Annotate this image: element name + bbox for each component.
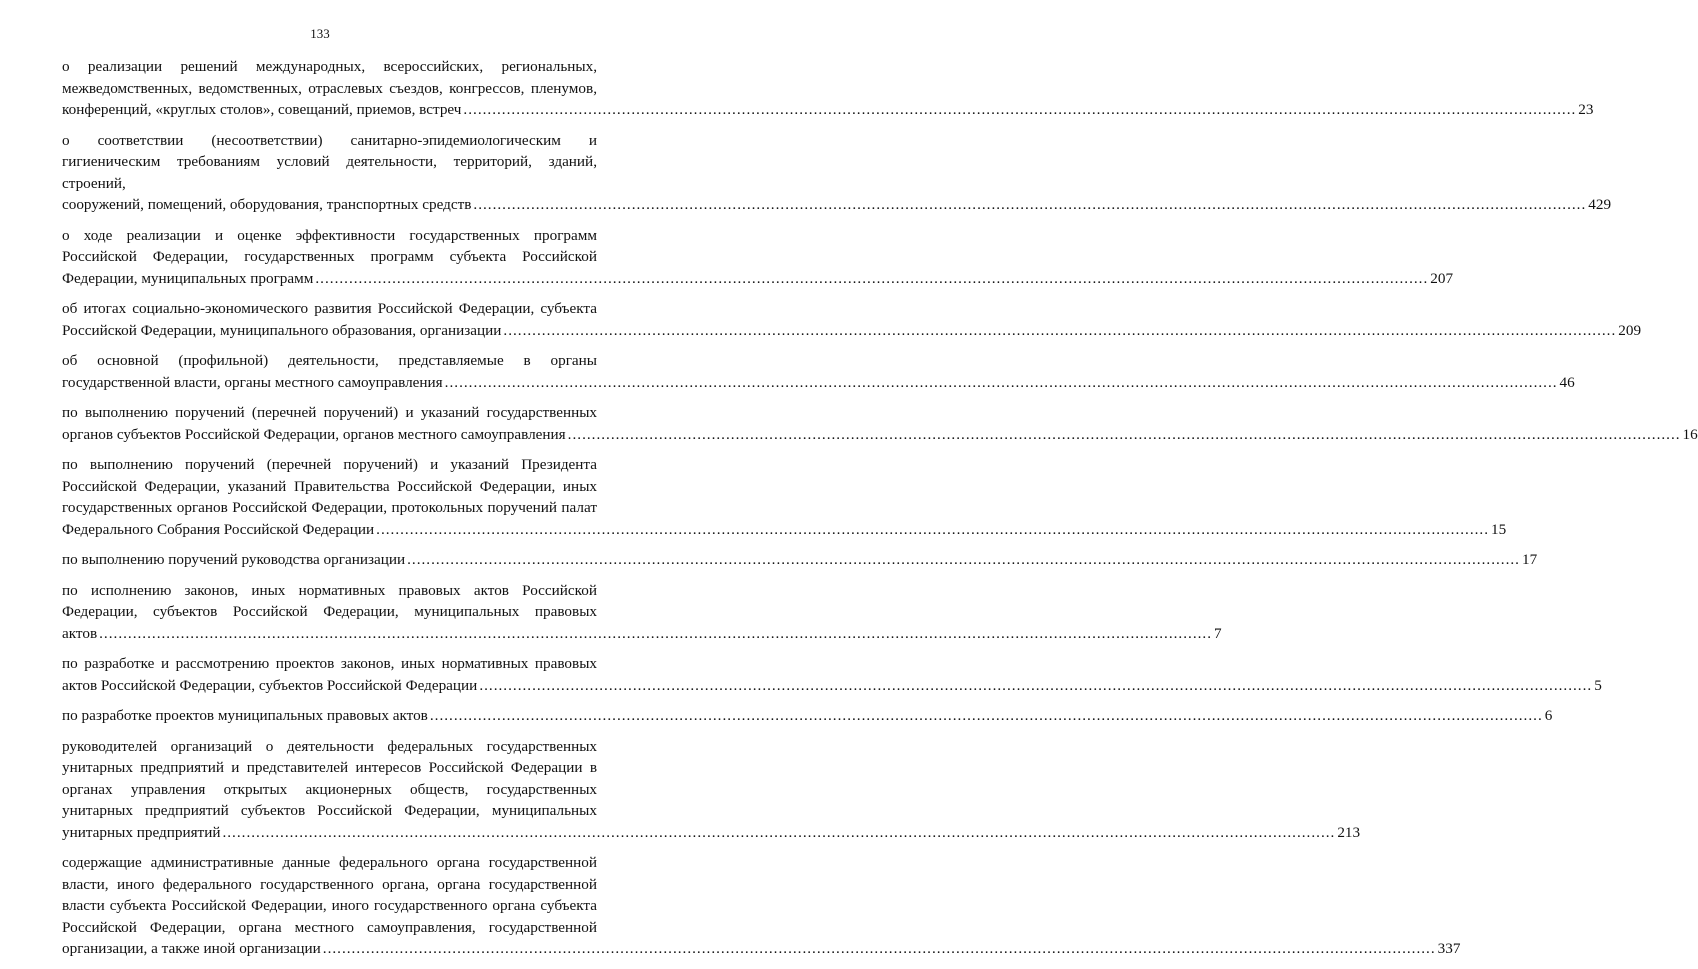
entry-page-number: 429 <box>1588 196 1612 213</box>
dot-leader <box>376 519 1489 541</box>
entry-last-line <box>62 268 1454 290</box>
entry-last-line <box>62 549 1538 571</box>
entry-page-number: 15 <box>1491 520 1507 538</box>
entry-text: о реализации решений международных, всероссийских, региональных, межведомственных, ведомственных, отраслевых съездов, конгрессов, пленумов, <box>62 58 597 97</box>
entry-text-end: государственной власти, органы местного самоуправления <box>62 373 443 391</box>
entry-text-end: Федерации, муниципальных программ <box>62 269 314 287</box>
dot-leader <box>445 372 1558 394</box>
dot-leader <box>99 623 1212 645</box>
index-entry <box>62 653 1602 696</box>
entry-text: руководителей организаций о деятельности федеральных государственных унитарных предприятий и представителей интересов Российской Федерации в органах управления открытых акционерных обществ, государственных унитарных предприятий субъектов Российской Федерации, муниципальных <box>62 737 597 819</box>
dot-leader <box>323 938 1436 960</box>
entry-page-number: 5 <box>1594 676 1602 694</box>
entry-page-number: 6 <box>1544 707 1553 724</box>
entry-text: об итогах социально-экономического развития Российской Федерации, субъекта <box>62 300 597 317</box>
entry-last-line <box>62 822 1361 844</box>
dot-leader <box>463 99 1576 121</box>
entry-page-number: 207 <box>1430 269 1454 287</box>
entry-text-end: актов <box>62 624 98 642</box>
entry-text-end: Федерального Собрания Российской Федерации <box>62 520 375 538</box>
index-entry <box>62 56 1594 121</box>
dot-leader <box>222 822 1335 844</box>
entry-last-line <box>62 675 1602 697</box>
entry-last-line <box>62 372 1575 394</box>
entry-page-number: 337 <box>1437 940 1461 957</box>
entry-last-line <box>62 705 1553 727</box>
entry-page-number: 213 <box>1337 823 1361 841</box>
entry-text: по разработке и рассмотрению проектов законов, иных нормативных правовых <box>62 655 597 672</box>
entry-text-end: Российской Федерации, муниципального образования, организации <box>62 321 502 339</box>
dot-leader <box>568 424 1681 446</box>
entry-page-number: 16 <box>1682 425 1698 443</box>
dot-leader <box>407 549 1520 571</box>
entry-page-number: 46 <box>1559 373 1575 391</box>
entry-text-end: по выполнению поручений руководства организации <box>62 551 406 568</box>
entry-text-end: организации, а также иной организации <box>62 940 321 957</box>
index-entry <box>62 454 1507 540</box>
entry-text-end: органов субъектов Российской Федерации, органов местного самоуправления <box>62 425 566 443</box>
entry-page-number: 17 <box>1521 551 1538 568</box>
entry-text: о соответствии (несоответствии) санитарно-эпидемиологическим и гигиеническим требованиям условий деятельности, территорий, зданий, строений, <box>62 131 597 192</box>
entry-last-line <box>62 424 1698 446</box>
entry-last-line <box>62 623 1222 645</box>
entry-text: по выполнению поручений (перечней поручений) и указаний Президента Российской Федерации, указаний Правительства Российской Федерации, иных государственных органов Российской Федерации, протокольных поручений палат <box>62 456 597 516</box>
index-entry <box>62 298 1642 341</box>
dot-leader <box>315 268 1428 290</box>
entry-text: об основной (профильной) деятельности, представляемые в органы <box>62 352 597 369</box>
entry-last-line <box>62 320 1642 342</box>
entry-page-number: 7 <box>1214 624 1222 642</box>
index-entry <box>62 350 1575 393</box>
entry-text-end: актов Российской Федерации, субъектов Российской Федерации <box>62 676 478 694</box>
entry-page-number: 23 <box>1578 101 1594 118</box>
entry-last-line <box>62 938 1461 960</box>
entry-text: по исполнению законов, иных нормативных правовых актов Российской Федерации, субъектов Российской Федерации, муниципальных правовых <box>62 581 597 620</box>
index-entry <box>62 852 1461 960</box>
entry-text: о ходе реализации и оценке эффективности государственных программ Российской Федерации, государственных программ субъекта Российской <box>62 226 597 265</box>
index-entry <box>62 225 1454 290</box>
entry-last-line <box>62 194 1612 216</box>
index-entry <box>62 402 1698 445</box>
index-entry <box>62 549 1538 571</box>
dot-leader <box>473 194 1586 216</box>
entry-last-line <box>62 519 1507 541</box>
entry-page-number: 209 <box>1618 321 1642 339</box>
dot-leader <box>430 705 1543 727</box>
entry-text: по выполнению поручений (перечней поручений) и указаний государственных <box>62 404 597 421</box>
dot-leader <box>503 320 1616 342</box>
entry-last-line <box>62 99 1594 121</box>
index-entry <box>62 736 1361 844</box>
entry-text: содержащие административные данные федерального органа государственной власти, иного федерального государственного органа, органа государственной власти субъекта Российской Федерации, иного государственного органа субъекта Российской Федерации, органа местного самоуправления, государственной <box>62 854 597 936</box>
index-entry <box>62 130 1612 216</box>
entry-text-end: по разработке проектов муниципальных правовых актов <box>62 707 428 724</box>
entry-text-end: унитарных предприятий <box>62 823 221 841</box>
entry-text-end: конференций, «круглых столов», совещаний, приемов, встреч <box>62 101 462 118</box>
index-entries <box>62 56 1698 969</box>
entry-text-end: сооружений, помещений, оборудования, транспортных средств <box>62 196 472 213</box>
page-number: 133 <box>310 26 330 41</box>
dot-leader <box>479 675 1592 697</box>
index-entry <box>62 580 1222 645</box>
index-entry <box>62 705 1553 727</box>
